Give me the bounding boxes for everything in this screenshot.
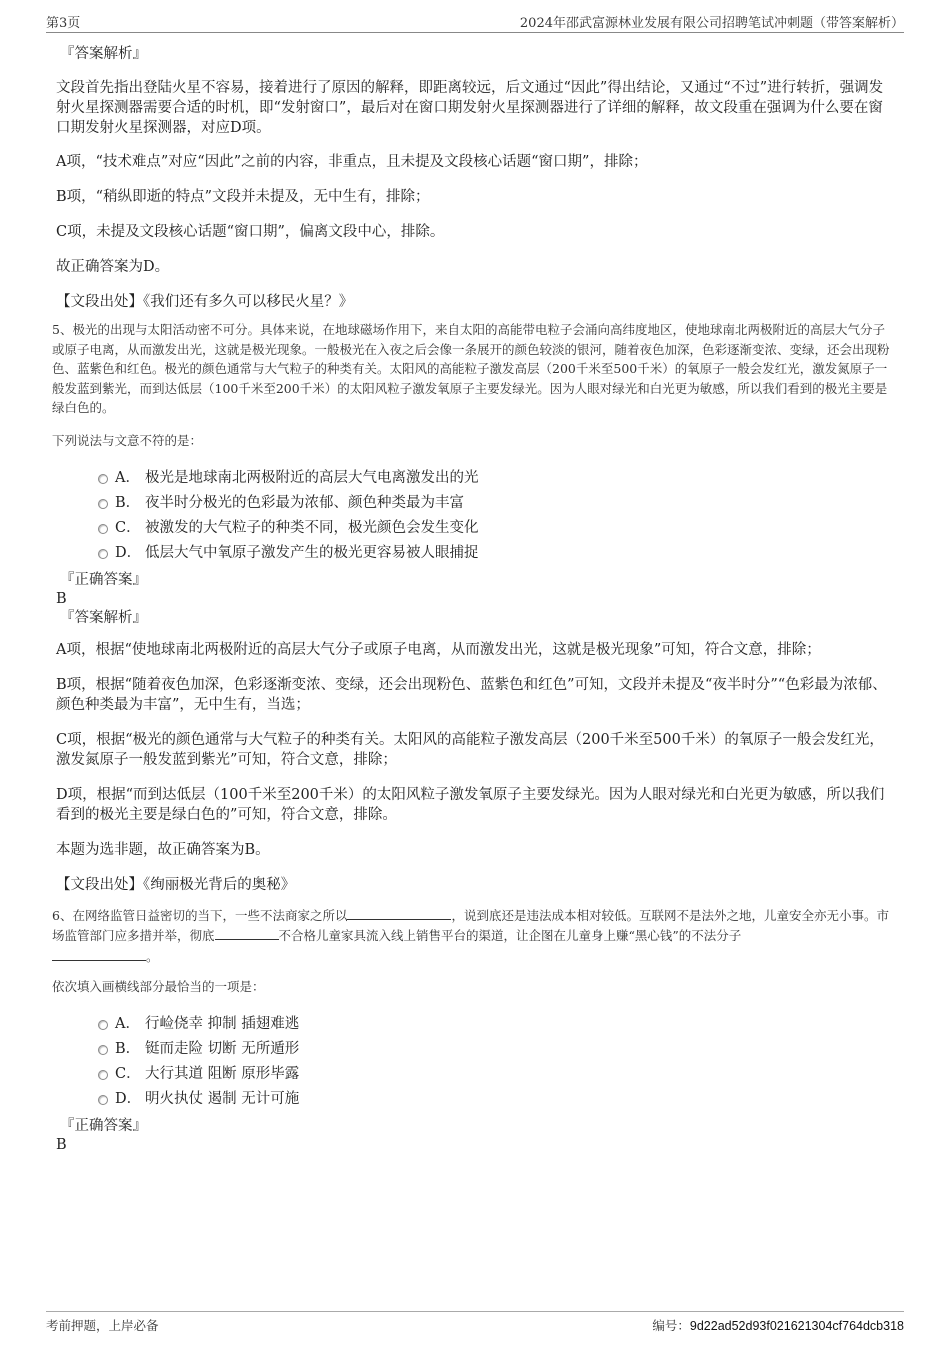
- passage-part-2: ，说到底还是违法成本相对较低。互联网不是法外之地，儿童安全亦无小事。市场监管部门应多措并举，彻底: [52, 907, 889, 943]
- question-prompt: 下列说法与文意不符的是：: [52, 432, 203, 448]
- correct-answer-label: 『正确答案』: [60, 1118, 147, 1134]
- fill-blank-2: [215, 925, 279, 940]
- question-passage: [52, 905, 896, 967]
- correct-answer: B: [56, 590, 67, 607]
- analysis-conclusion: 故正确答案为D。: [56, 259, 170, 275]
- option-text: 大行其道 阻断 原形毕露: [145, 1066, 300, 1082]
- option-text: 明火执仗 遏制 无计可施: [145, 1091, 300, 1107]
- radio-icon[interactable]: [98, 524, 108, 534]
- option-list: [56, 466, 896, 566]
- option-letter: C．: [115, 519, 141, 536]
- document-code: [652, 1316, 904, 1334]
- analysis-option-b: B项，根据“随着夜色加深，色彩逐渐变浓、变绿，还会出现粉色、蓝紫色和红色”可知，文段并未提及“夜半时分”“色彩最为浓郁、颜色种类最为丰富”，无中生有，当选；: [56, 676, 887, 713]
- passage-end: 。: [146, 948, 159, 964]
- passage-part-3: 不合格儿童家具流入线上销售平台的渠道，让企图在儿童身上赚“黑心钱”的不法分子: [278, 928, 742, 943]
- option-list: [56, 1012, 896, 1112]
- option-letter: D．: [115, 544, 142, 561]
- passage-source: 【文段出处】《我们还有多久可以移民火星？》: [56, 294, 354, 310]
- option-letter: A．: [115, 469, 140, 486]
- option-letter: C．: [115, 1066, 141, 1082]
- option-c[interactable]: [56, 516, 896, 541]
- correct-answer: B: [56, 1137, 67, 1153]
- radio-icon[interactable]: [98, 1020, 108, 1030]
- option-a[interactable]: [56, 466, 896, 491]
- option-text: 被激发的大气粒子的种类不同，极光颜色会发生变化: [145, 519, 479, 536]
- question-prompt: 依次填入画横线部分最恰当的一项是：: [52, 979, 265, 994]
- option-letter: B．: [115, 494, 141, 511]
- radio-icon[interactable]: [98, 474, 108, 484]
- radio-icon[interactable]: [98, 1095, 108, 1105]
- option-d[interactable]: [56, 541, 896, 566]
- analysis-option-a: A项，根据“使地球南北两极附近的高层大气分子或原子电离，从而激发出光，这就是极光现象”可知，符合文意，排除；: [56, 641, 821, 658]
- analysis-option-c: C项，根据“极光的颜色通常与大气粒子的种类有关。太阳风的高能粒子激发高层（200千米至500千米）的氧原子一般会发红光，激发氮原子一般发蓝到紫光”可知，符合文意，排除；: [56, 731, 884, 768]
- radio-icon[interactable]: [98, 549, 108, 559]
- code-label: 编号：: [652, 1318, 690, 1333]
- option-b[interactable]: [56, 1037, 896, 1062]
- footer-slogan: 考前押题，上岸必备: [46, 1318, 159, 1333]
- passage-part-1: 6、在网络监管日益密切的当下，一些不法商家之所以: [52, 907, 348, 923]
- option-letter: A．: [115, 1016, 140, 1032]
- option-d[interactable]: [56, 1087, 896, 1112]
- analysis-paragraph: 文段首先指出登陆火星不容易，接着进行了原因的解释，即距离较远，后文通过“因此”得出结论，又通过“不过”进行转折，强调发射火星探测器需要合适的时机，即“发射窗口”，最后对在窗口期发射火星探测器进行了详细的解释，故文段重在强调为什么要在窗口期发射火星探测器，对应D项。: [56, 80, 884, 136]
- code-value: 9d22ad52d93f021621304cf764dcb318: [689, 1319, 904, 1333]
- fill-blank-1: [347, 905, 451, 920]
- passage-source: 【文段出处】《绚丽极光背后的奥秘》: [56, 876, 296, 893]
- option-letter: D．: [115, 1091, 142, 1107]
- radio-icon[interactable]: [98, 1045, 108, 1055]
- analysis-option-d: D项，根据“而到达低层（100千米至200千米）的太阳风粒子激发氧原子主要发绿光。因为人眼对绿光和白光更为敏感，所以我们看到的极光主要是绿白色的”可知，符合文意，排除。: [56, 786, 885, 823]
- option-b[interactable]: [56, 491, 896, 516]
- page-number: 第3页: [46, 16, 81, 31]
- analysis-option-b: B项，“稍纵即逝的特点”文段并未提及，无中生有，排除；: [56, 189, 430, 205]
- option-text: 行崄侥幸 抑制 插翅难逃: [145, 1016, 300, 1032]
- analysis-option-c: C项，未提及文段核心话题“窗口期”，偏离文段中心，排除。: [56, 224, 445, 240]
- analysis-conclusion: 本题为选非题，故正确答案为B。: [56, 841, 270, 858]
- page-header: [46, 10, 904, 33]
- page-footer: [46, 1311, 904, 1340]
- radio-icon[interactable]: [98, 499, 108, 509]
- analysis-option-a: A项，“技术难点”对应“因此”之前的内容，非重点，且未提及文段核心话题“窗口期”，排除；: [56, 154, 648, 170]
- option-letter: B．: [115, 1041, 141, 1057]
- option-text: 铤而走险 切断 无所遁形: [145, 1041, 300, 1057]
- option-text: 低层大气中氧原子激发产生的极光更容易被人眼捕捉: [145, 544, 479, 561]
- question-passage: 5、极光的出现与太阳活动密不可分。具体来说，在地球磁场作用下，来自太阳的高能带电粒子会涌向高纬度地区，使地球南北两极附近的高层大气分子或原子电离，从而激发出光，这就是极光现象。一般极光在入夜之后会像一条展开的颜色较淡的银河，随着夜色加深，色彩逐渐变浓、变绿，还会出现粉色、蓝紫色和红色。极光的颜色通常与大气粒子的种类有关。太阳风的高能粒子激发高层（200千米至500千米）的氧原子一般会发红光，激发氮原子一般发蓝到紫光，而到达低层（100千米至200千米）的太阳风粒子激发氧原子主要发绿光。因为人眼对绿光和白光更为敏感，所以我们看到的极光主要是绿白色的。: [52, 322, 890, 415]
- radio-icon[interactable]: [98, 1070, 108, 1080]
- document-title: 2024年邵武富源林业发展有限公司招聘笔试冲刺题（带答案解析）: [519, 16, 904, 31]
- fill-blank-3: [52, 946, 146, 961]
- page-content: [52, 44, 896, 1154]
- analysis-label: 『答案解析』: [60, 609, 147, 626]
- option-text: 极光是地球南北两极附近的高层大气电离激发出的光: [145, 469, 479, 486]
- option-text: 夜半时分极光的色彩最为浓郁、颜色种类最为丰富: [145, 494, 464, 511]
- option-a[interactable]: [56, 1012, 896, 1037]
- option-c[interactable]: [56, 1062, 896, 1087]
- correct-answer-label: 『正确答案』: [60, 571, 147, 588]
- analysis-label: 『答案解析』: [60, 46, 147, 62]
